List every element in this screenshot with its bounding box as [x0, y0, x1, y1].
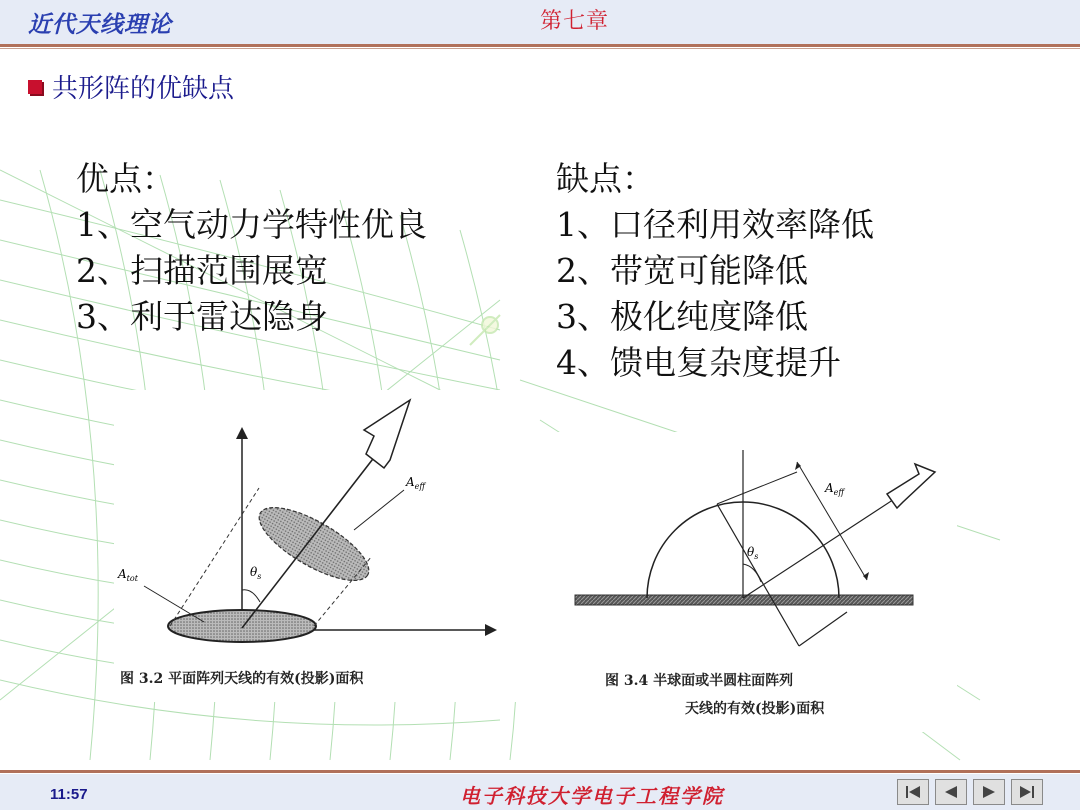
figure-3-4-caption-line2: 天线的有效(投影)面积 [685, 701, 825, 717]
first-slide-icon [903, 784, 923, 800]
header-divider [0, 44, 1080, 47]
next-slide-button[interactable] [973, 779, 1005, 805]
header-divider-thin [0, 48, 1080, 49]
course-title: 近代天线理论 [28, 11, 172, 38]
advantages-heading: 优点： [76, 159, 175, 198]
planar-array-diagram [114, 390, 522, 702]
advantage-item: 1、空气动力学特性优良 [76, 205, 427, 244]
school-name: 电子科技大学电子工程学院 [460, 784, 724, 808]
figure-planar-array [114, 390, 522, 702]
advantages-list [76, 156, 427, 340]
disadvantages-list [556, 156, 874, 386]
previous-slide-button[interactable] [935, 779, 967, 805]
last-slide-icon [1017, 784, 1037, 800]
disadvantage-item: 4、馈电复杂度提升 [556, 343, 841, 382]
disadvantage-item: 2、带宽可能降低 [556, 251, 808, 290]
section-heading [28, 68, 234, 105]
theta-label: $\theta_s$ [747, 545, 759, 561]
header-bar [0, 0, 1080, 44]
first-slide-button[interactable] [897, 779, 929, 805]
disadvantage-item: 1、口径利用效率降低 [556, 205, 874, 244]
disadvantage-item: 3、极化纯度降低 [556, 297, 808, 336]
square-bullet-icon [28, 80, 42, 94]
disadvantages-heading: 缺点： [556, 159, 655, 198]
slide-time: 11:57 [50, 786, 88, 803]
a-tot-label: $A_{tot}$ [118, 567, 138, 583]
a-eff-label: $A_{eff}$ [406, 475, 426, 491]
figure-hemisphere-array [557, 432, 957, 732]
chapter-title: 第七章 [540, 9, 610, 34]
figure-3-2-caption: 图 3.2 平面阵列天线的有效(投影)面积 [120, 671, 364, 687]
advantage-item: 3、利于雷达隐身 [76, 297, 328, 336]
next-slide-icon [979, 784, 999, 800]
figure-3-4-caption-line1: 图 3.4 半球面或半圆柱面阵列 [605, 673, 794, 689]
theta-label: $\theta_s$ [250, 565, 262, 581]
advantage-item: 2、扫描范围展宽 [76, 251, 328, 290]
a-eff-label: $A_{eff}$ [825, 481, 845, 497]
last-slide-button[interactable] [1011, 779, 1043, 805]
section-title: 共形阵的优缺点 [52, 74, 235, 104]
footer-divider [0, 770, 1080, 773]
previous-slide-icon [941, 784, 961, 800]
